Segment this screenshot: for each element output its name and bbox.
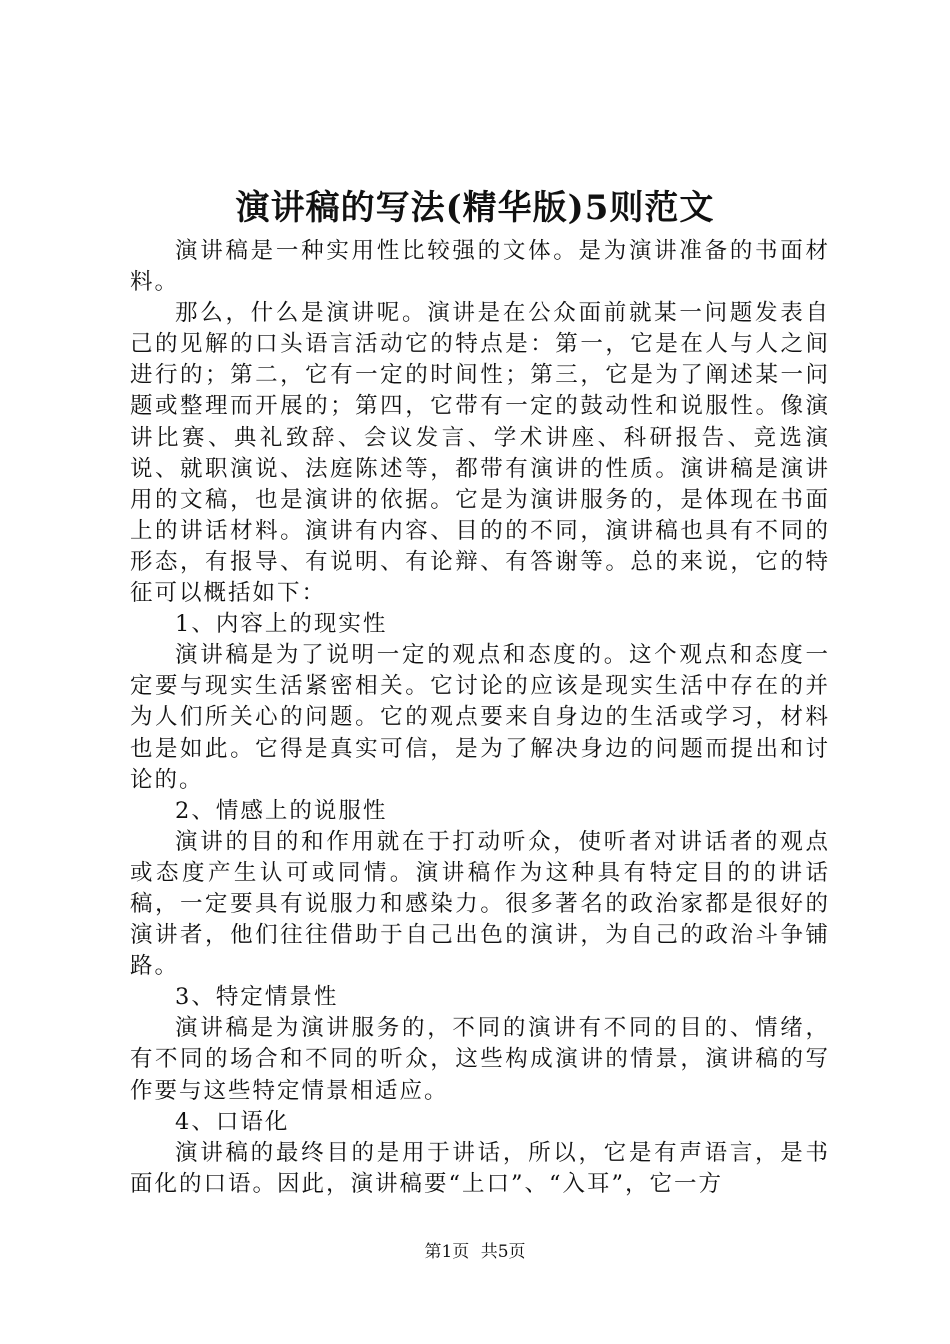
page-footer: 第1页 共5页 <box>424 1242 526 1262</box>
paragraph: 那么，什么是演讲呢。演讲是在公众面前就某一问题发表自己的见解的口头语言活动它的特点是：第一，它是在人与人之间进行的；第二，它有一定的时间性；第三，它是为了阐述某一问题或整理而开展的；第四，它带有一定的鼓动性和说服性。像演讲比赛、典礼致辞、会议发言、学术讲座、科研报告、竞选演说、就职演说、法庭陈述等，都带有演讲的性质。演讲稿是演讲用的文稿，也是演讲的依据。它是为演讲服务的，是体现在书面上的讲话材料。演讲有内容、目的的不同，演讲稿也具有不同的形态，有报导、有说明、有论辩、有答谢等。总的来说，它的特征可以概括如下： <box>130 300 830 607</box>
section-heading: 2、情感上的说服性 <box>175 797 388 824</box>
paragraph: 演讲稿的最终目的是用于讲话，所以，它是有声语言，是书面化的口语。因此，演讲稿要“上口”、“入耳”，它一方 <box>130 1139 830 1197</box>
document-title: 演讲稿的写法(精华版)5则范文 <box>235 188 715 228</box>
paragraph: 演讲稿是为了说明一定的观点和态度的。这个观点和态度一定要与现实生活紧密相关。它讨论的应该是现实生活中存在的并为人们所关心的问题。它的观点要来自身边的生活或学习，材料也是如此。它得是真实可信，是为了解决身边的问题而提出和讨论的。 <box>130 642 830 793</box>
paragraph: 演讲的目的和作用就在于打动听众，使听者对讲话者的观点或态度产生认可或同情。演讲稿作为这种具有特定目的的讲话稿，一定要具有说服力和感染力。很多著名的政治家都是很好的演讲者，他们往往借助于自己出色的演讲，为自己的政治斗争铺路。 <box>130 828 830 980</box>
paragraph: 演讲稿是为演讲服务的，不同的演讲有不同的目的、情绪，有不同的场合和不同的听众，这些构成演讲的情景，演讲稿的写作要与这些特定情景相适应。 <box>130 1015 830 1104</box>
document-body <box>130 236 830 1200</box>
section-heading: 1、内容上的现实性 <box>175 611 388 638</box>
paragraph: 演讲稿是一种实用性比较强的文体。是为演讲准备的书面材料。 <box>130 238 830 296</box>
section-heading: 3、特定情景性 <box>175 984 339 1011</box>
section-heading: 4、口语化 <box>175 1108 290 1135</box>
